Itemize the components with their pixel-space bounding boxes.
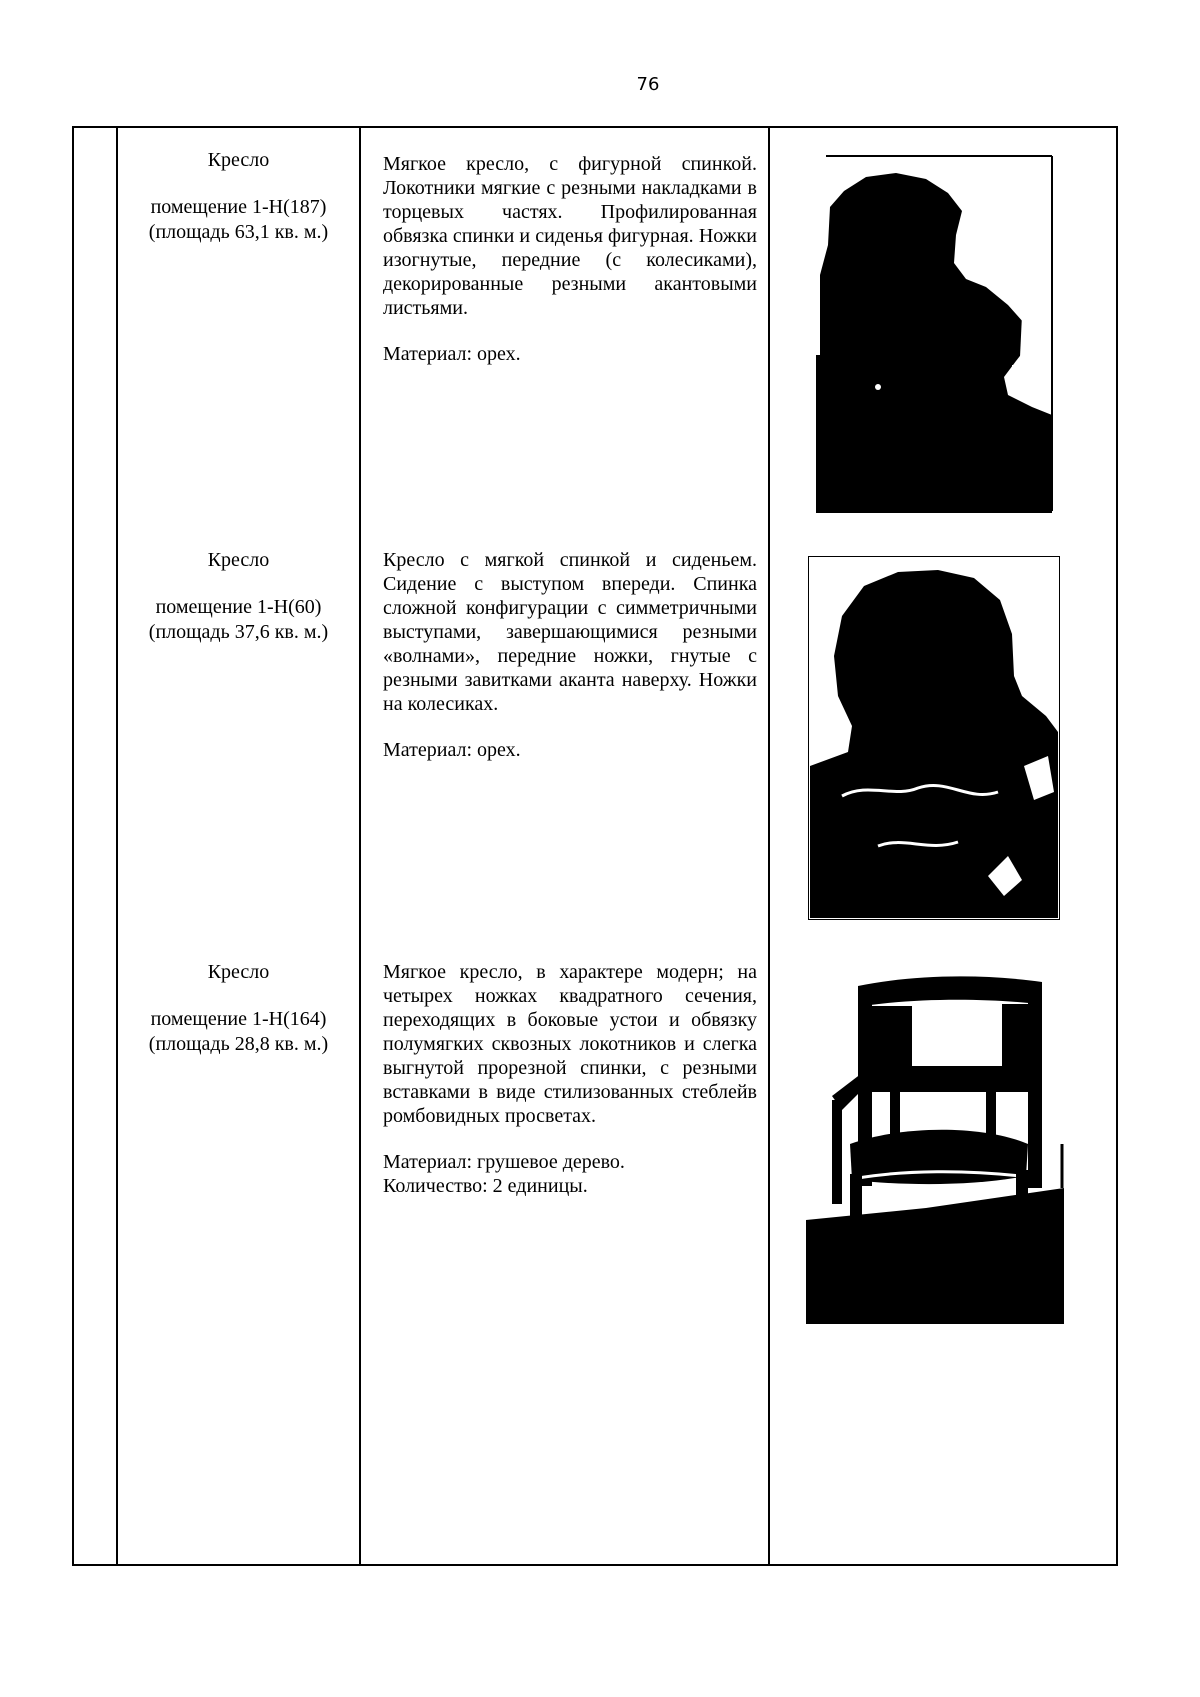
column-divider (768, 128, 770, 1564)
item-description-cell (383, 960, 757, 1220)
item-name-cell (118, 548, 359, 645)
item-quantity: Количество: 2 единицы. (383, 1175, 588, 1197)
item-area: (площадь 37,6 кв. м.) (148, 621, 329, 643)
item-description-cell (383, 548, 757, 784)
item-name: Кресло (207, 549, 270, 571)
item-description: Кресло с мягкой спинкой и сиденьем. Сидение с выступом впереди. Спинка сложной конфигурации с симметричными выступами, завершающимися резными «волнами», передние ножки, гнутые с резными завитками аканта наверху. Ножки на колесиках. (383, 549, 757, 715)
page-number: 76 (636, 74, 660, 95)
inventory-table (72, 126, 1118, 1566)
armchair-photo (808, 556, 1060, 920)
item-room: помещение 1-Н(187) (150, 196, 327, 218)
item-description: Мягкое кресло, в характере модерн; на четырех ножках квадратного сечения, переходящих в боковые устои и обвязку полумягких сквозных локотников и слегка выгнутой прорезной спинки, с резными вставками в виде стилизованных стеблейв ромбовидных просветах. (383, 961, 757, 1127)
item-material: Материал: грушевое дерево. (383, 1151, 625, 1173)
item-name: Кресло (207, 149, 270, 171)
column-divider (116, 128, 118, 1564)
item-description: Мягкое кресло, с фигурной спинкой. Локотники мягкие с резными накладками в торцевых частях. Профилированная обвязка спинки и сиденья фигурная. Ножки изогнутые, передние (с колесиками), декорированные резными акантовыми листьями. (383, 153, 757, 319)
item-area: (площадь 63,1 кв. м.) (148, 221, 329, 243)
armchair-photo (806, 974, 1064, 1324)
item-description-cell (383, 152, 757, 388)
item-name: Кресло (207, 961, 270, 983)
item-area: (площадь 28,8 кв. м.) (148, 1033, 329, 1055)
item-room: помещение 1-Н(60) (155, 596, 322, 618)
column-divider (359, 128, 361, 1564)
item-material: Материал: орех. (383, 343, 521, 365)
item-name-cell (118, 148, 359, 245)
item-name-cell (118, 960, 359, 1057)
item-material: Материал: орех. (383, 739, 521, 761)
item-room: помещение 1-Н(164) (150, 1008, 327, 1030)
armchair-photo (816, 155, 1054, 513)
